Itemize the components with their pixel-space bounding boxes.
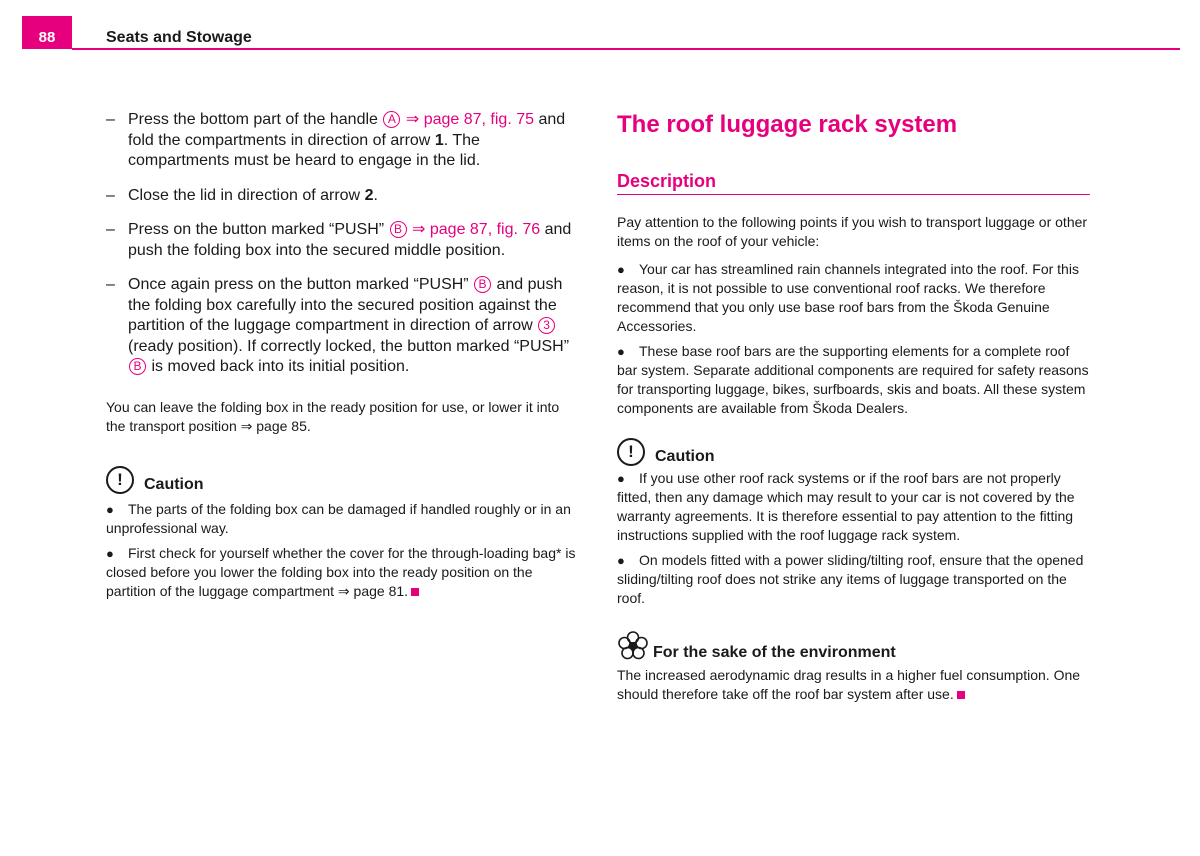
caution-header xyxy=(617,438,1090,466)
step-3: – Press on the button marked “PUSH” B ⇒ page 87, fig. 76 and push the folding box into the secured middle position. xyxy=(106,221,572,259)
caution-title: Caution xyxy=(144,475,204,493)
step-4: – Once again press on the button marked “PUSH” B and push the folding box carefully into the secured position against the partition of the luggage compartment in direction of arrow 3 (ready position). If correctly locked, the button marked “PUSH” B is moved back into its initial position. xyxy=(106,276,570,375)
environment-header xyxy=(617,630,1090,662)
environment-text: The increased aerodynamic drag results in a higher fuel consumption. One should therefore take off the roof bar system after use. xyxy=(617,667,1081,702)
header-rule xyxy=(72,48,1180,50)
step-1: – Press the bottom part of the handle A ⇒ page 87, fig. 75 and fold the compartments in direction of arrow 1. The compartments must be heard to engage in the lid. xyxy=(106,111,566,169)
point-item: ● These base roof bars are the supporting elements for a complete roof bar system. Separate additional components are required for safety reasons for transporting luggage, bikes, surfboards, skis and boats. All these system components are available from Škoda Dealers. xyxy=(617,343,1089,416)
intro-text: Pay attention to the following points if you wish to transport luggage or other items on the roof of your vehicle: xyxy=(617,214,1088,249)
point-item: ● Your car has streamlined rain channels integrated into the roof. For this reason, it is not possible to use conventional roof racks. We therefore recommend that you only use base roof bars from the Škoda Genuine Accessories. xyxy=(617,261,1079,334)
note-text: You can leave the folding box in the ready position for use, or lower it into the transport position ⇒ page 85. xyxy=(106,398,560,434)
flower-icon xyxy=(617,630,649,662)
marker-b: B xyxy=(390,221,407,238)
caution-icon: ! xyxy=(617,438,645,466)
section-heading: The roof luggage rack system xyxy=(617,111,958,138)
bullet-icon: ● xyxy=(617,553,625,568)
environment-title: For the sake of the environment xyxy=(653,644,896,661)
step-dash: – xyxy=(106,186,115,204)
step-dash: – xyxy=(106,111,115,128)
step-dash: – xyxy=(106,276,115,293)
end-mark-icon xyxy=(957,691,965,699)
step-dash: – xyxy=(106,221,115,238)
caution-item: ● On models fitted with a power sliding/tilting roof, ensure that the opened sliding/tilting roof does not strike any items of luggage transported on the roof. xyxy=(617,552,1084,606)
page-header xyxy=(22,16,1180,50)
bullet-icon: ● xyxy=(617,471,625,486)
subsection-heading: Description xyxy=(617,171,1090,195)
caution-item: ● First check for yourself whether the cover for the through-loading bag* is closed before you lower the folding box into the ready position on the partition of the luggage compartment ⇒ page 81. xyxy=(106,544,576,599)
left-column xyxy=(106,110,576,601)
marker-3: 3 xyxy=(538,317,555,334)
marker-b: B xyxy=(474,276,491,293)
page-ref-link[interactable]: ⇒ page 87, fig. 76 xyxy=(412,221,541,238)
page-ref-link[interactable]: ⇒ page 87, fig. 75 xyxy=(405,111,535,128)
caution-icon: ! xyxy=(106,466,134,494)
caution-header xyxy=(106,466,576,494)
marker-b: B xyxy=(129,358,146,375)
section-title: Seats and Stowage xyxy=(106,29,252,46)
bullet-icon: ● xyxy=(106,545,114,561)
step-2: – Close the lid in direction of arrow 2. xyxy=(106,186,576,207)
end-mark-icon xyxy=(411,588,419,596)
caution-title: Caution xyxy=(655,448,715,465)
right-column xyxy=(617,108,1090,704)
marker-a: A xyxy=(383,111,400,128)
caution-item: ● The parts of the folding box can be damaged if handled roughly or in an unprofessional way. xyxy=(106,500,571,536)
caution-item: ● If you use other roof rack systems or if the roof bars are not properly fitted, then any damage which may result to your car is not covered by the warranty agreements. It is therefore essential to pay attention to the fitting instructions supplied with the roof luggage rack system. xyxy=(617,470,1075,543)
bullet-icon: ● xyxy=(106,501,114,517)
bullet-icon: ● xyxy=(617,344,625,359)
bullet-icon: ● xyxy=(617,262,625,277)
page-number: 88 xyxy=(22,16,72,49)
